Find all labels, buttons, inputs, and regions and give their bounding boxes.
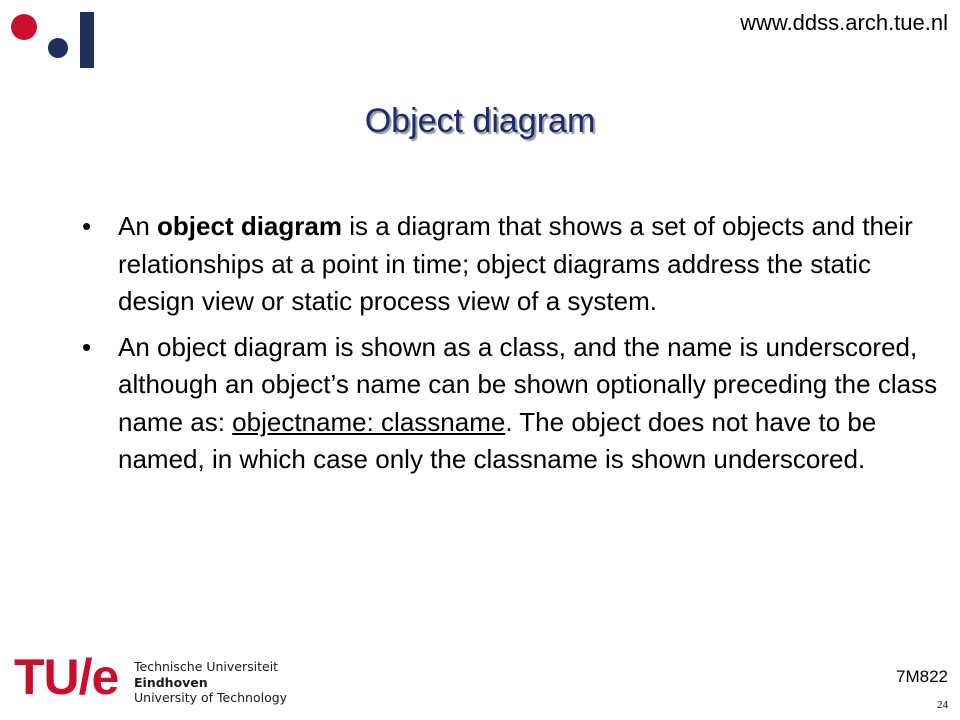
university-line: Eindhoven bbox=[134, 674, 208, 690]
bullet-text: is a diagram that shows a set of objects and their relationships at a point in time; object diagrams address the static design view or static process view of a system. bbox=[118, 211, 913, 316]
slide-title: Object diagram bbox=[364, 102, 596, 140]
underlined-example: objectname: classname bbox=[232, 406, 506, 437]
university-line: Technische Universiteit bbox=[134, 659, 279, 674]
university-line: University of Technology bbox=[134, 690, 288, 705]
header-url: www.ddss.arch.tue.nl bbox=[740, 10, 948, 35]
bullet-text: An object diagram is shown as a class, and the name is underscored, although an object’s name can be shown optionally preceding the class name as: bbox=[118, 331, 938, 437]
bullet-list bbox=[82, 208, 942, 487]
university-name bbox=[134, 659, 287, 706]
course-code: 7M822 bbox=[896, 667, 948, 686]
bullet-bold-term: object diagram bbox=[157, 211, 342, 241]
tue-wordmark-logo: TU/e bbox=[14, 649, 119, 705]
tue-dots-logo-icon bbox=[0, 0, 110, 80]
bullet-marker: • bbox=[82, 331, 92, 362]
bullet-item bbox=[82, 208, 942, 321]
bullet-text: . The object does not have to be named, in which case only the classname is shown underscored. bbox=[118, 406, 877, 474]
bullet-marker: • bbox=[82, 211, 92, 241]
bullet-text: An bbox=[118, 211, 158, 241]
page-number: 24 bbox=[937, 699, 948, 711]
bullet-item bbox=[82, 329, 942, 479]
